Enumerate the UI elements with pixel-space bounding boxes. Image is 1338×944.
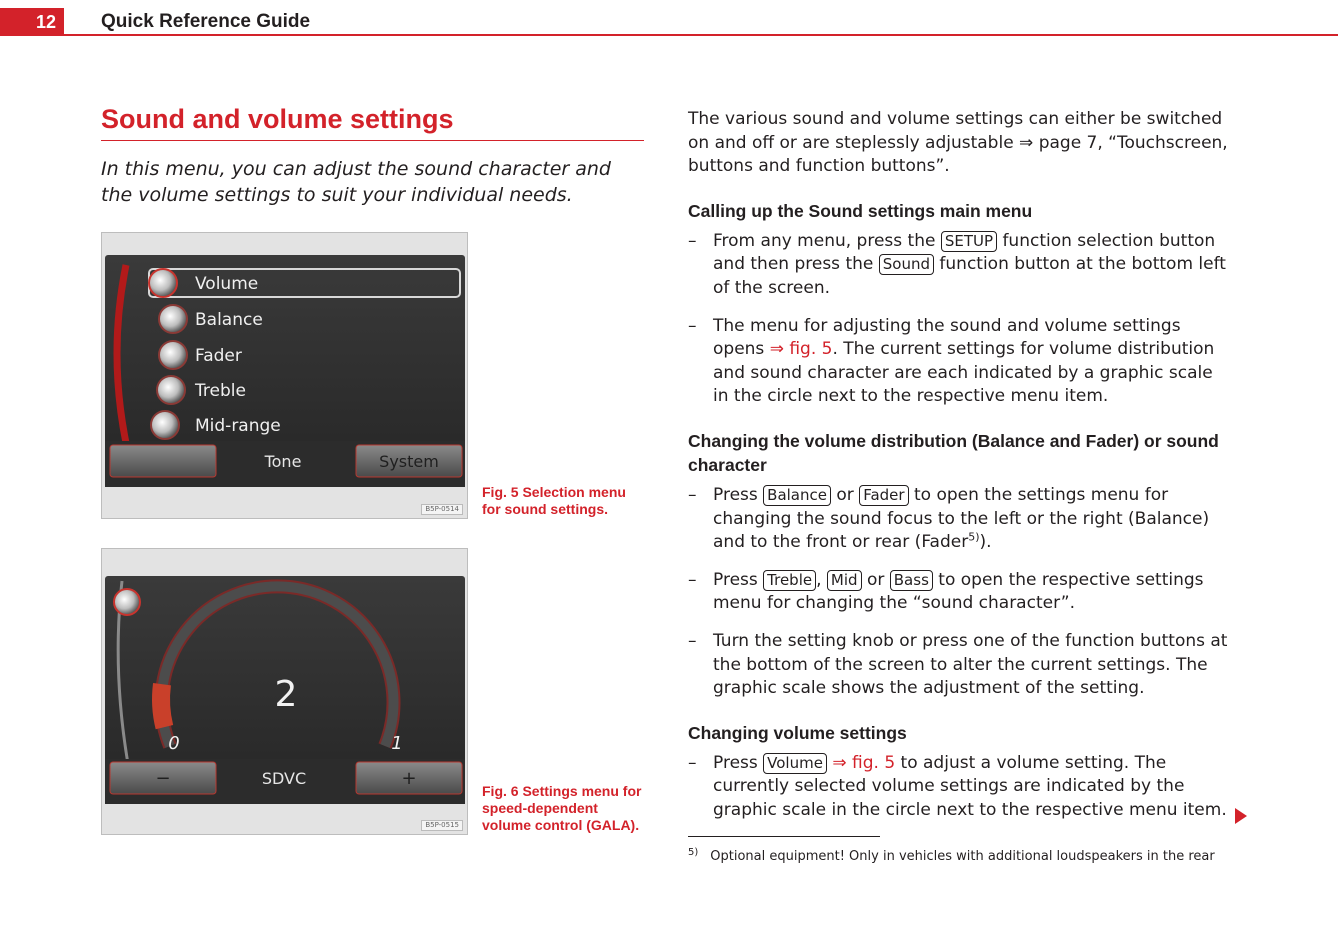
treble-key: Treble [763,570,816,591]
figure-6-caption: Fig. 6 Settings menu for speed-dependent volume control (GALA). [482,783,642,833]
list-item: – Turn the setting knob or press one of the function buttons at the bottom of the screen to alter the current settings. The graphic scale shows the adjustment of the setting. [688,630,1228,699]
section-intro: In this menu, you can adjust the sound character and the volume settings to suit your individual needs. [101,158,611,206]
figure-6-screen [102,549,467,834]
fader-key: Fader [859,485,908,506]
list-item: – Press Balance or Fader to open the settings menu for changing the sound focus to the left or the right (Balance) and to the front or rear (Fader$^{5)}$). [688,484,1210,553]
menu-item-volume[interactable] [149,269,258,297]
balance-key: Balance [763,485,831,506]
list-item: – Press Volume ⇒ fig. 5 to adjust a volume setting. The currently selected volume settings are indicated by the graphic scale in the circle next to the respective menu item. [688,752,1227,820]
volume-knob-icon [114,589,140,615]
volume-key: Volume [763,753,827,774]
gauge-min-label: 0 [168,733,180,754]
sound-key: Sound [879,254,934,275]
bass-key: Bass [890,570,933,591]
bottom-button-left[interactable] [110,445,216,477]
gauge-max-label: 1 [391,733,403,754]
plus-icon: + [401,768,417,789]
fig-5-link[interactable]: ⇒ fig. 5 [769,339,833,360]
subheading-volume-settings: Changing volume settings [688,722,907,743]
body-text [688,108,1233,822]
menu-item-balance[interactable] [159,305,263,333]
figure-code: B5P-0514 [421,504,463,515]
mid-range-knob-icon [151,411,179,439]
tone-button[interactable]: Tone [264,452,302,471]
treble-knob-icon [157,376,185,404]
menu-item-treble[interactable] [157,376,246,404]
menu-item-mid-range[interactable] [151,411,281,439]
list-item: – The menu for adjusting the sound and volume settings opens ⇒ fig. 5. The current settings for volume distribution and sound character are each indicated by a graphic scale in the circle next to the respective menu item. [688,315,1215,407]
menu-item-label: Treble [195,381,246,401]
figure-5 [101,232,468,519]
footnote-mark: 5) [688,846,699,858]
header-rule [64,34,1338,36]
balance-knob-icon [159,305,187,333]
menu-item-fader[interactable] [159,341,242,369]
continue-arrow-icon [1235,808,1247,824]
menu-item-label: Fader [195,346,242,366]
figure-5-screen [102,233,467,518]
menu-item-label: Balance [195,310,263,330]
menu-item-label: Volume [195,274,259,294]
minus-icon: − [155,768,171,789]
mid-key: Mid [827,570,862,591]
footnote [688,846,1215,864]
section-rule [101,140,644,141]
page-header [0,0,1338,38]
intro-paragraph: The various sound and volume settings can either be switched on and off or are steplessly adjustable ⇒ page 7, “Touchscreen, buttons and function buttons”. [688,109,1228,177]
figure-6 [101,548,468,835]
sdvc-label: SDVC [261,769,307,788]
list-item: – From any menu, press the SETUP function selection button and then press the Sound function button at the bottom left of the screen. [688,230,1226,298]
section-title: Sound and volume settings [101,104,454,134]
figure-code: B5P-0515 [421,820,463,831]
footnote-ref: 5) [968,530,980,544]
menu-item-label: Mid-range [195,416,281,436]
gauge-level [161,684,164,727]
fader-knob-icon [159,341,187,369]
fig-5-link[interactable]: ⇒ fig. 5 [832,752,896,773]
footnote-text: Optional equipment! Only in vehicles with additional loudspeakers in the rear [710,849,1215,864]
figure-5-caption: Fig. 5 Selection menu for sound settings. [482,484,626,517]
subheading-calling-up: Calling up the Sound settings main menu [688,200,1033,221]
header-title: Quick Reference Guide [101,11,311,32]
gauge-value: 2 [274,674,298,715]
footnote-rule [688,836,880,837]
volume-knob-icon [149,269,177,297]
subheading-volume-distribution: Changing the volume distribution (Balance and Fader) or sound character [688,430,1219,475]
page-number: 12 [0,8,64,36]
list-item: – Press Treble , Mid or Bass to open the respective settings menu for changing the “sound character”. [688,569,1204,614]
system-button-label: System [379,452,439,471]
setup-key: SETUP [941,231,997,252]
